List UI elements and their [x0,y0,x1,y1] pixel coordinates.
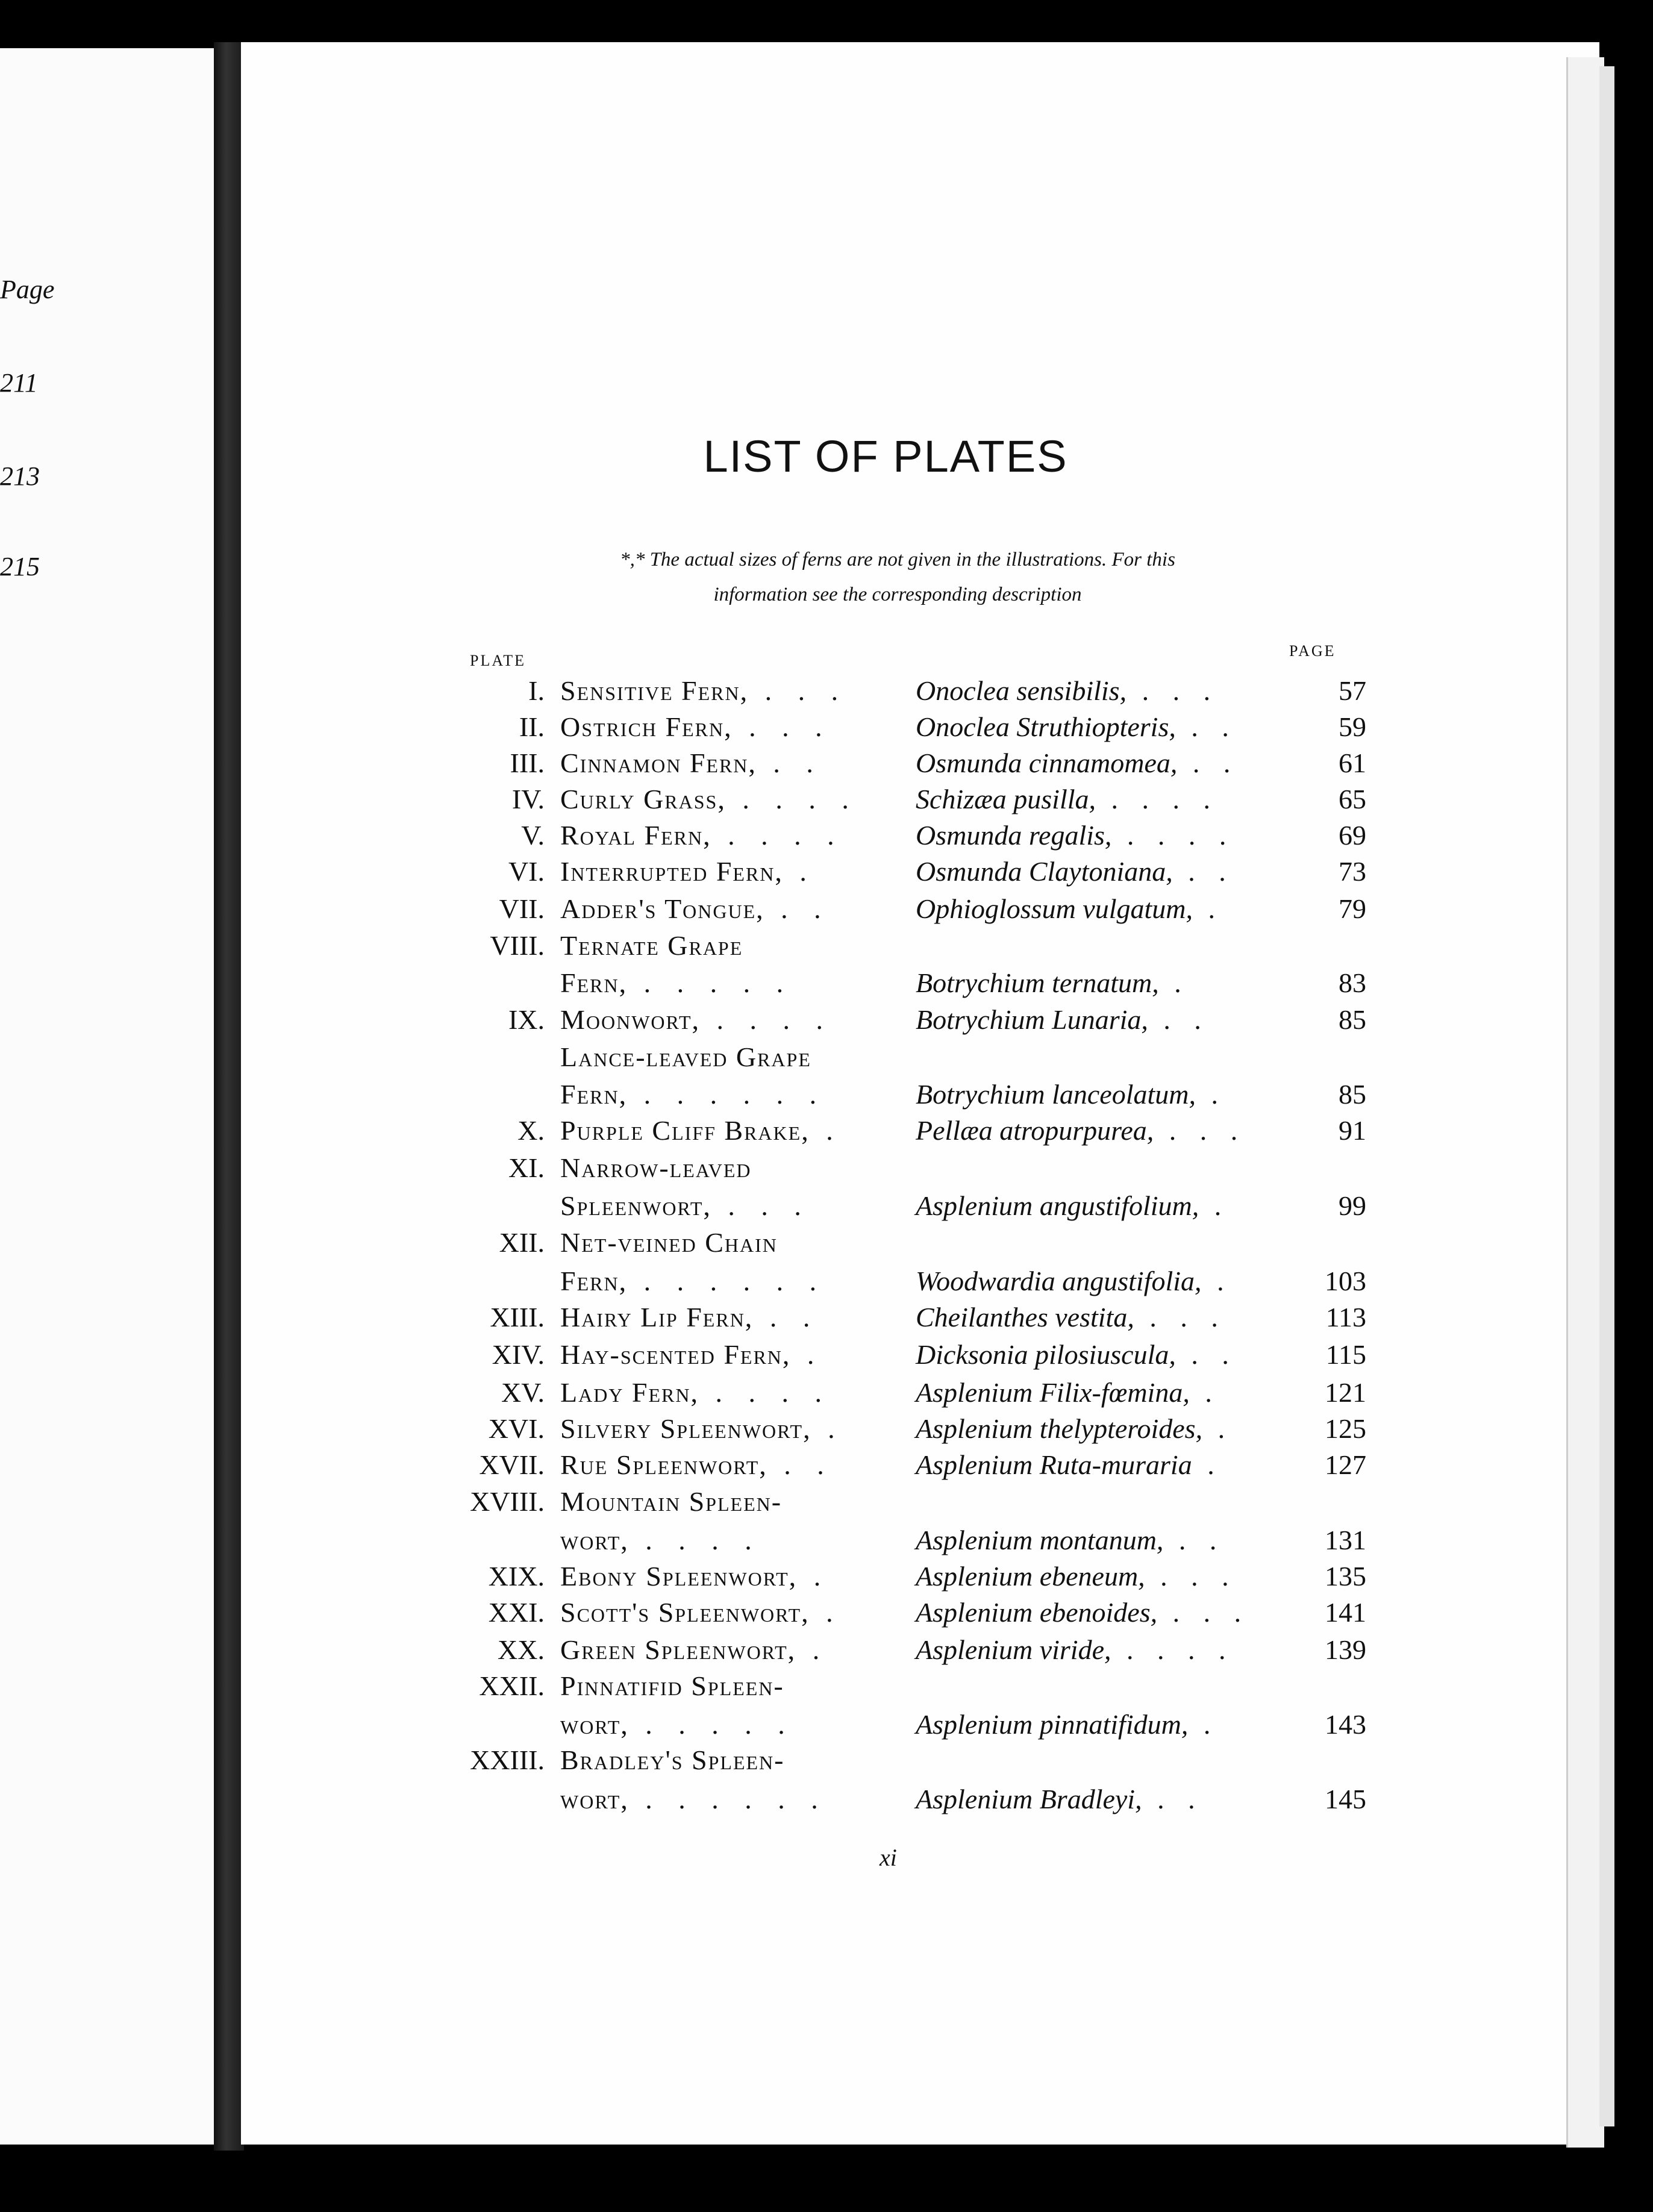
leader-dots: . [811,1413,845,1444]
plate-page-number: 79 [1339,893,1366,924]
leader-dots: . . [1172,856,1234,887]
common-name-text: Spleenwort, [560,1190,711,1221]
leader-dots: . . [1177,748,1239,778]
plate-row [0,1449,1653,1485]
size-note-line: information see the corresponding description [713,584,1082,605]
common-name-text: Cinnamon Fern, [560,748,757,778]
plate-scientific-name [916,1783,1204,1815]
common-name-text: Scott's Spleenwort, [560,1597,810,1628]
scientific-name-text: Asplenium ebeneum, [916,1561,1145,1592]
leader-dots: . . . [711,1190,811,1221]
plate-number: XXI. [488,1597,545,1628]
leader-dots: . [1196,1079,1227,1110]
plate-scientific-name [916,967,1190,999]
plate-row [0,783,1653,819]
common-name-text: Lance-leaved Grape [560,1042,811,1072]
leader-dots: . . [1163,1525,1225,1555]
plate-common-name [560,1376,831,1408]
plate-number: XIII. [490,1302,545,1333]
plate-page-number: 85 [1339,1004,1366,1035]
plate-number: VIII. [490,930,545,961]
scientific-name-text: Onoclea sensibilis, [916,675,1127,706]
scientific-name-text: Asplenium thelypteroides, [916,1413,1203,1444]
plate-row [0,1226,1653,1263]
plate-scientific-name [916,1190,1230,1222]
common-name-text: Purple Cliff Brake, [560,1115,810,1146]
common-name-text: wort, [560,1709,629,1740]
column-header-page: PAGE [1289,642,1336,660]
plate-number: II. [519,711,545,742]
plate-scientific-name [916,1596,1249,1628]
leader-dots: . [1199,1190,1230,1221]
plate-row [0,1783,1653,1819]
leader-dots: . . . [1126,675,1219,706]
common-name-text: Rue Spleenwort, [560,1449,767,1480]
plate-scientific-name [916,819,1234,851]
scientific-name-text: Asplenium angustifolium, [916,1190,1199,1221]
plate-common-name [560,1301,819,1333]
left-page-number: 211 [0,368,38,398]
scientific-name-text: Asplenium Ruta-muraria [916,1449,1192,1480]
plate-page-number: 69 [1339,820,1366,851]
scientific-name-text: Asplenium Filix-fœmina, [916,1377,1190,1408]
common-name-text: Green Spleenwort, [560,1634,796,1665]
leader-dots: . [1193,893,1223,924]
scientific-name-text: Onoclea Struthiopteris, [916,711,1176,742]
leader-dots: . [1158,967,1190,998]
plate-common-name [560,1596,843,1628]
leader-dots: . . . . . . [628,1784,828,1814]
scientific-name-text: Asplenium Bradleyi, [916,1784,1142,1814]
plate-common-name [560,1152,752,1184]
leader-dots: . . . . [699,1377,832,1408]
plate-page-number: 65 [1339,784,1366,814]
leader-dots: . . [767,1449,834,1480]
plate-row [0,1339,1653,1375]
leader-dots: . . . [732,711,832,742]
page-number-footer: xi [880,1844,897,1871]
leader-dots: . . . [1145,1561,1237,1592]
plate-number: XII. [499,1227,545,1258]
leader-dots: . [783,856,816,887]
plate-row [0,929,1653,966]
plate-row [0,1190,1653,1226]
plate-row [0,855,1653,892]
leader-dots: . [790,1339,824,1370]
plate-common-name [560,1634,829,1666]
plate-page-number: 125 [1325,1413,1366,1444]
plate-row [0,1152,1653,1188]
scientific-name-text: Dicksonia pilosiuscula, [916,1339,1176,1370]
plate-page-number: 85 [1339,1079,1366,1110]
leader-dots: . . . . [725,784,858,814]
leader-dots: . . . . . [627,967,793,998]
plate-scientific-name [916,1708,1219,1740]
common-name-text: Lady Fern, [560,1377,699,1408]
common-name-text: Bradley's Spleen- [560,1745,785,1775]
plate-row [0,675,1653,711]
common-name-text: Adder's Tongue, [560,893,764,924]
leader-dots: . [1188,1709,1219,1740]
plate-number: XX. [498,1634,545,1665]
plate-common-name [560,929,743,961]
common-name-text: Fern, [560,1079,628,1110]
plate-row [0,747,1653,783]
common-name-text: Hay-scented Fern, [560,1339,791,1370]
plate-number: XXII. [479,1670,545,1701]
plate-number: XIX. [488,1561,545,1592]
plate-row [0,1524,1653,1560]
plate-page-number: 57 [1339,675,1366,706]
plate-common-name [560,675,848,707]
plate-scientific-name [916,1004,1210,1036]
scientific-name-text: Pellæa atropurpurea, [916,1115,1154,1146]
scientific-name-text: Asplenium montanum, [916,1525,1164,1555]
plate-page-number: 91 [1339,1115,1366,1146]
plate-page-number: 83 [1339,967,1366,998]
plate-common-name [560,1524,761,1556]
plate-common-name [560,747,823,779]
leader-dots: . [1189,1377,1220,1408]
common-name-text: Net-veined Chain [560,1227,778,1258]
scientific-name-text: Ophioglossum vulgatum, [916,893,1193,924]
plate-common-name [560,1413,845,1445]
common-name-text: Ternate Grape [560,930,743,961]
leader-dots: . . [1175,1339,1237,1370]
common-name-text: wort, [560,1525,629,1555]
plate-common-name [560,1744,784,1776]
plate-scientific-name [916,1449,1223,1481]
plate-page-number: 99 [1339,1190,1366,1221]
leader-dots: . . . . . . [627,1079,826,1110]
plate-scientific-name [916,1376,1220,1408]
common-name-text: Moonwort, [560,1004,701,1035]
plate-common-name [560,1078,826,1110]
leader-dots: . [809,1115,843,1146]
leader-dots: . . . . [711,820,844,851]
scientific-name-text: Asplenium pinnatifidum, [916,1709,1189,1740]
plate-row [0,1265,1653,1301]
leader-dots: . [1192,1449,1223,1480]
plate-common-name [560,1004,833,1036]
page-title: LIST OF PLATES [703,431,1068,481]
plate-row [0,1596,1653,1632]
leader-dots: . . . [748,675,848,706]
leader-dots: . . [1175,711,1237,742]
leader-dots: . . . . [1111,820,1235,851]
column-header-plate: PLATE [470,652,526,669]
plate-page-number: 135 [1325,1561,1366,1592]
scientific-name-text: Osmunda cinnamomea, [916,748,1178,778]
scientific-name-text: Botrychium ternatum, [916,967,1159,998]
plate-number: III. [510,748,545,778]
plate-common-name [560,1708,795,1740]
plate-common-name [560,711,832,743]
common-name-text: Silvery Spleenwort, [560,1413,811,1444]
plate-common-name [560,1041,811,1073]
leader-dots: . . [1142,1784,1204,1814]
plate-page-number: 127 [1325,1449,1366,1480]
plate-common-name [560,1190,811,1222]
plate-scientific-name [916,1078,1226,1110]
plate-scientific-name [916,783,1219,815]
leader-dots: . [1201,1266,1233,1296]
plate-page-number: 143 [1325,1709,1366,1740]
plate-number: IV. [511,784,545,814]
leader-dots: . [809,1597,843,1628]
scientific-name-text: Schizæa pusilla, [916,784,1096,814]
plate-page-number: 59 [1339,711,1366,742]
plate-scientific-name [916,1301,1226,1333]
plate-row [0,819,1653,855]
leader-dots: . . . . [1111,1634,1234,1665]
scientific-name-text: Asplenium viride, [916,1634,1111,1665]
common-name-text: Mountain Spleen- [560,1486,783,1517]
plate-number: XVII. [479,1449,545,1480]
common-name-text: Royal Fern, [560,820,711,851]
leader-dots: . . . . [700,1004,833,1035]
scientific-name-text: Asplenium ebenoides, [916,1597,1158,1628]
leader-dots: . . . [1134,1302,1226,1333]
plate-common-name [560,1486,782,1517]
leader-dots: . . . . [628,1525,761,1555]
common-name-text: Pinnatifid Spleen- [560,1670,784,1701]
common-name-text: Fern, [560,967,628,998]
plate-page-number: 139 [1325,1634,1366,1665]
leader-dots: . . [1148,1004,1210,1035]
common-name-text: Curly Grass, [560,784,726,814]
scientific-name-text: Woodwardia angustifolia, [916,1266,1202,1296]
plate-number: VII. [499,893,545,924]
plate-common-name [560,819,844,851]
plate-scientific-name [916,1114,1246,1146]
plate-row [0,1301,1653,1337]
common-name-text: Fern, [560,1266,628,1296]
size-note [476,542,1319,612]
plate-row [0,1744,1653,1780]
leader-dots: . . [753,1302,820,1333]
plate-row [0,1376,1653,1413]
common-name-text: wort, [560,1784,629,1814]
plate-row [0,1114,1653,1151]
leader-dots: . [796,1634,830,1665]
leader-dots: . . . [1157,1597,1250,1628]
plate-page-number: 141 [1325,1597,1366,1628]
plate-scientific-name [916,1634,1234,1666]
leader-dots: . [1202,1413,1234,1444]
plate-scientific-name [916,1339,1237,1370]
plate-row [0,1004,1653,1040]
plate-row [0,1486,1653,1522]
plate-common-name [560,893,831,925]
plate-row [0,1041,1653,1077]
plate-number: VI. [508,856,545,887]
plate-page-number: 113 [1325,1302,1366,1333]
scientific-name-text: Osmunda Claytoniana, [916,856,1173,887]
plate-page-number: 103 [1325,1266,1366,1296]
plate-row [0,1560,1653,1596]
scientific-name-text: Osmunda regalis, [916,820,1112,851]
plate-number: XVIII. [470,1486,545,1517]
plate-row [0,1634,1653,1670]
plate-number: XVI. [488,1413,545,1444]
leader-dots: . . [764,893,831,924]
common-name-text: Ostrich Fern, [560,711,733,742]
left-page-number: 213 [0,461,40,491]
plate-common-name [560,1783,828,1815]
plate-row [0,1413,1653,1449]
plate-row [0,711,1653,747]
left-page-label: Page [0,275,55,304]
plate-number: I. [528,675,545,706]
leader-dots: . . . [1154,1115,1246,1146]
plate-row [0,1670,1653,1706]
plate-number: XIV. [492,1339,545,1370]
common-name-text: Ebony Spleenwort, [560,1561,798,1592]
plate-scientific-name [916,711,1237,743]
plate-common-name [560,855,816,887]
scientific-name-text: Cheilanthes vestita, [916,1302,1134,1333]
plate-row [0,967,1653,1003]
plate-number: XV. [501,1377,545,1408]
plate-page-number: 121 [1325,1377,1366,1408]
plate-row [0,1078,1653,1114]
plate-scientific-name [916,1413,1233,1445]
plate-common-name [560,1560,830,1592]
plate-common-name [560,1265,826,1297]
leader-dots: . . [756,748,823,778]
plate-page-number: 131 [1325,1525,1366,1555]
plate-common-name [560,967,793,999]
plate-common-name [560,1339,823,1370]
scientific-name-text: Botrychium lanceolatum, [916,1079,1196,1110]
plate-scientific-name [916,747,1239,779]
plate-page-number: 145 [1325,1784,1366,1814]
plate-scientific-name [916,1265,1233,1297]
leader-dots: . . . . [1096,784,1219,814]
leader-dots: . . . . . [628,1709,795,1740]
common-name-text: Sensitive Fern, [560,675,749,706]
plate-page-number: 73 [1339,856,1366,887]
leader-dots: . [797,1561,831,1592]
plate-common-name [560,1114,843,1146]
plate-row [0,893,1653,929]
plate-number: XI. [508,1152,545,1183]
plate-common-name [560,1670,784,1702]
left-page-number: 215 [0,552,40,581]
plate-number: IX. [508,1004,545,1035]
plate-common-name [560,783,858,815]
plate-scientific-name [916,675,1219,707]
size-note-line: *,* The actual sizes of ferns are not given in the illustrations. For this [620,549,1175,570]
common-name-text: Interrupted Fern, [560,856,783,887]
plate-row [0,1708,1653,1745]
scientific-name-text: Botrychium Lunaria, [916,1004,1148,1035]
plate-page-number: 61 [1339,748,1366,778]
plate-scientific-name [916,1560,1237,1592]
plate-number: XXIII. [470,1745,545,1775]
plate-scientific-name [916,855,1234,887]
leader-dots: . . . . . . [627,1266,826,1296]
plate-scientific-name [916,1524,1225,1556]
plate-common-name [560,1226,778,1258]
plate-scientific-name [916,893,1223,925]
common-name-text: Hairy Lip Fern, [560,1302,754,1333]
plate-common-name [560,1449,834,1481]
common-name-text: Narrow-leaved [560,1152,752,1183]
plate-number: V. [521,820,545,851]
plate-page-number: 115 [1325,1339,1366,1370]
plate-number: X. [517,1115,545,1146]
